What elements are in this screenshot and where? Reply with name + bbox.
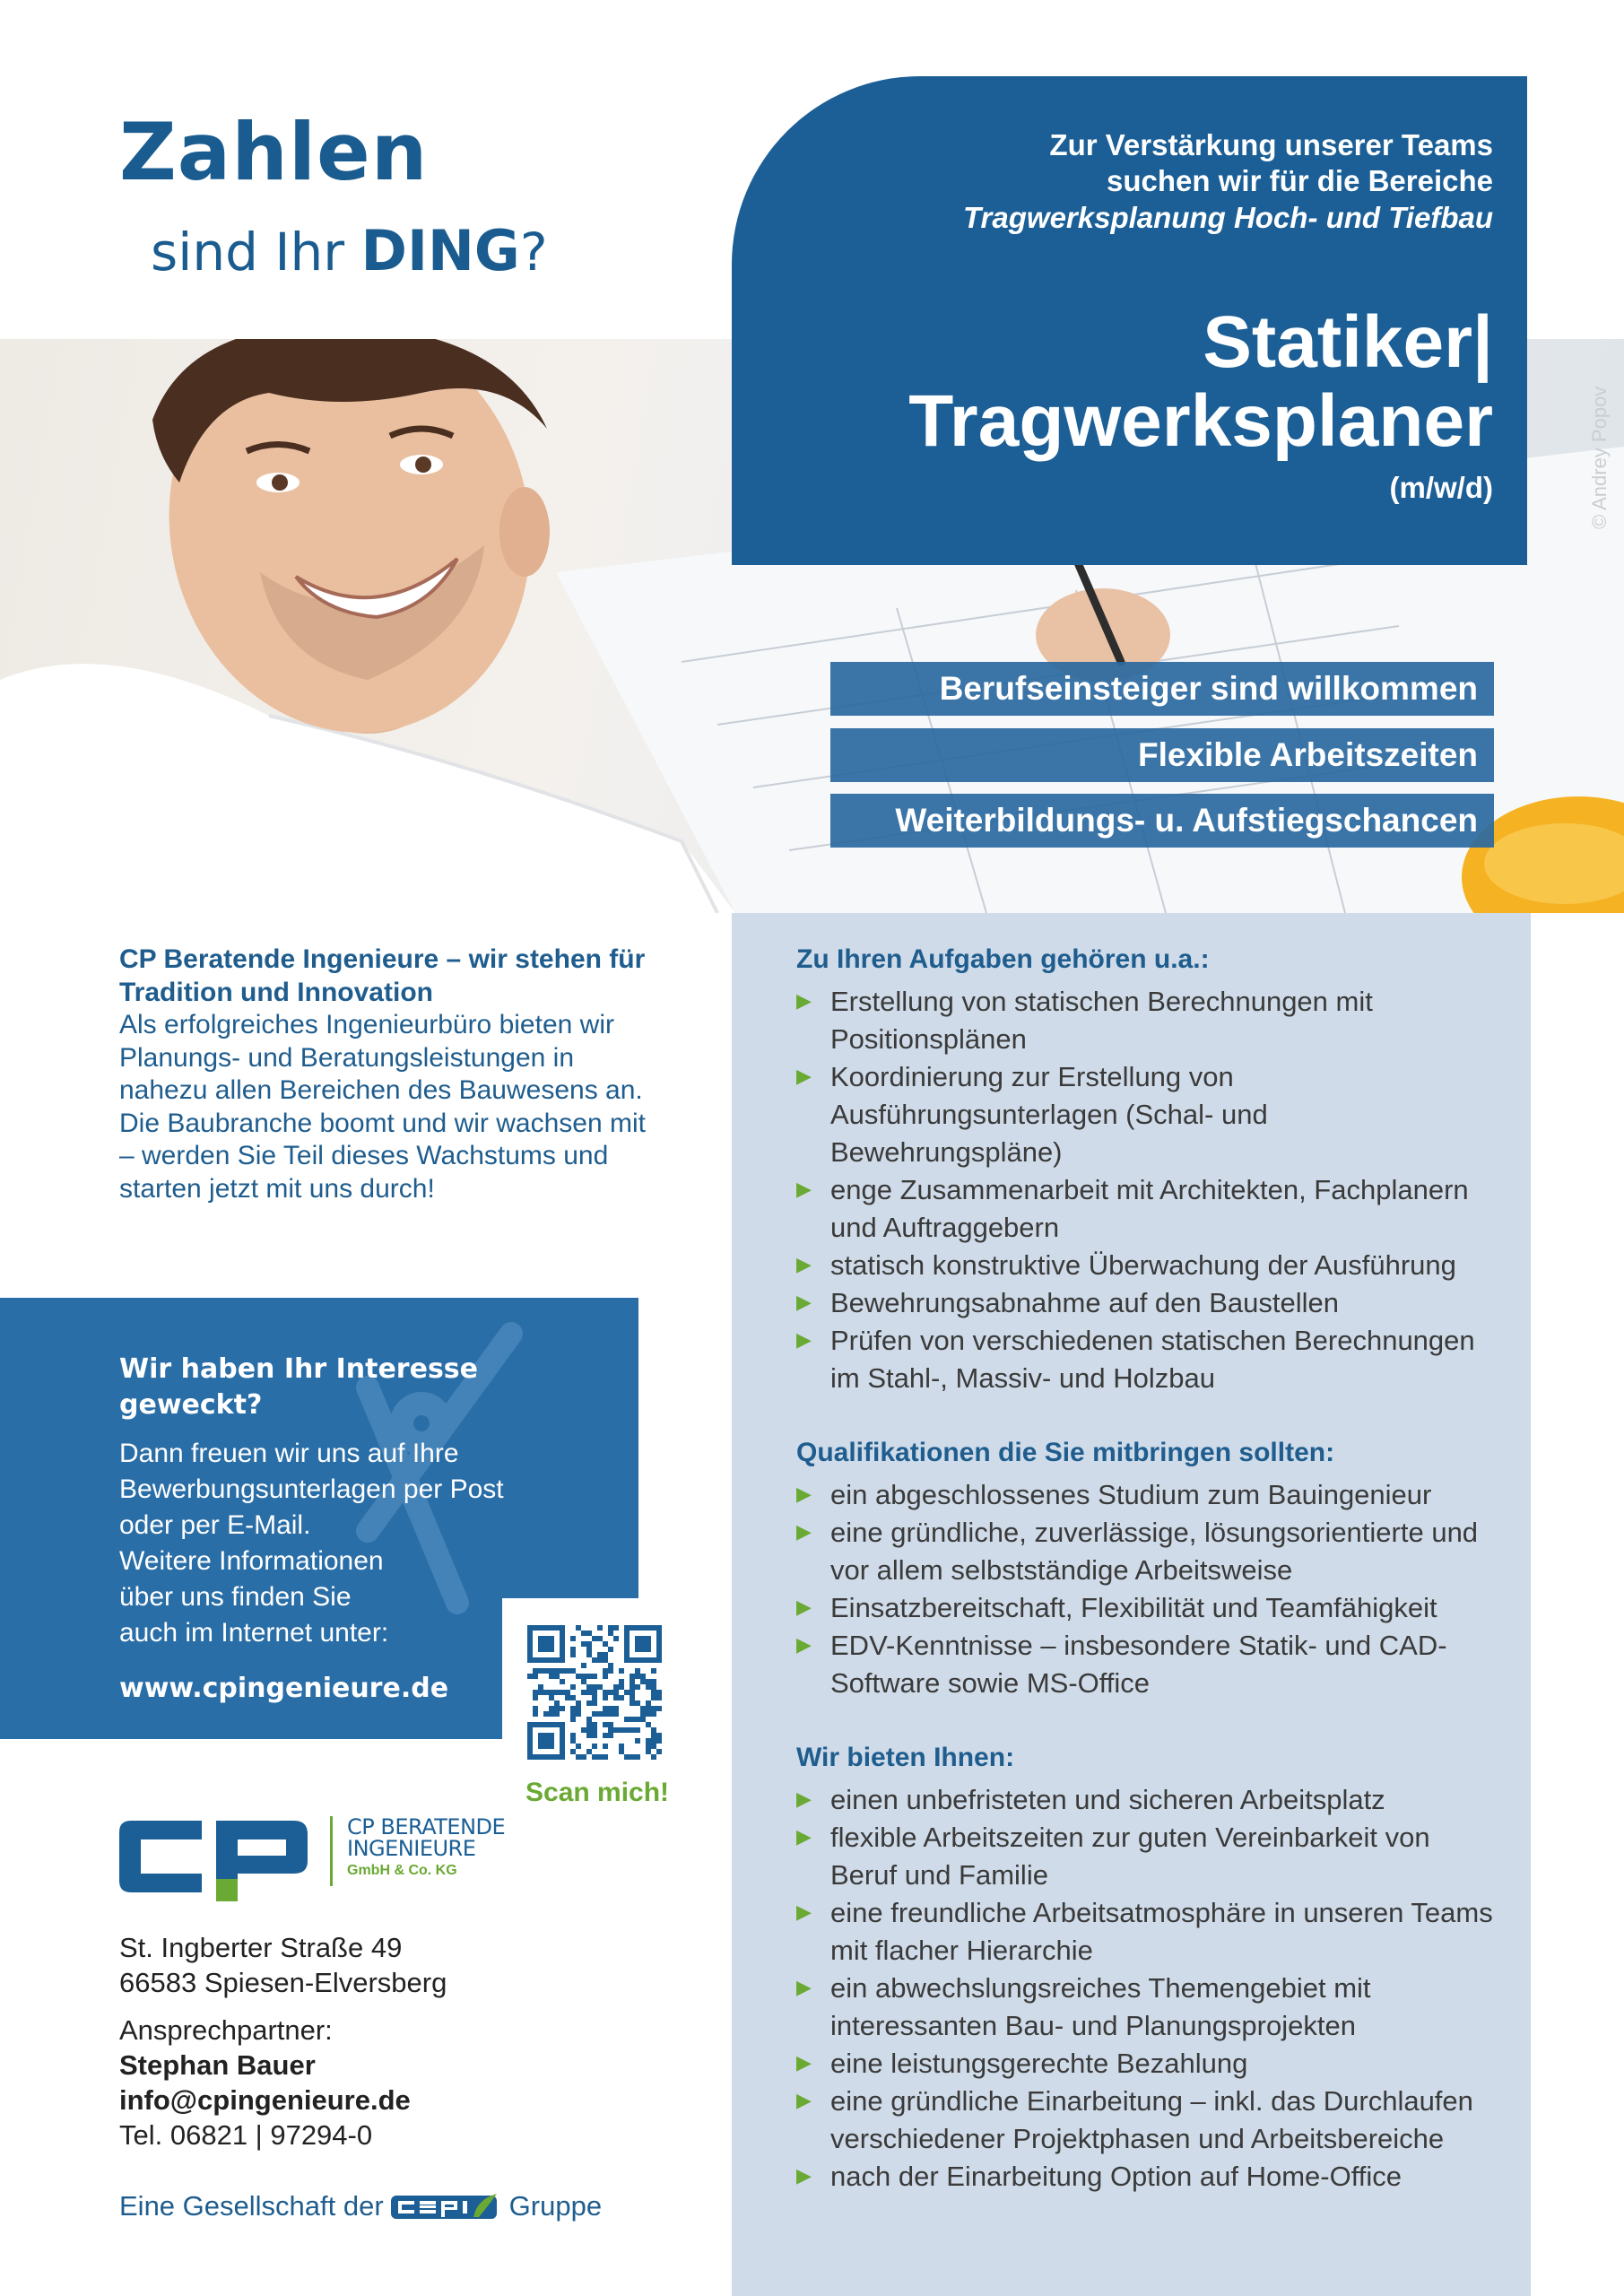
offer-title: Wir bieten Ihnen: (796, 1743, 1015, 1772)
contact-phone[interactable]: Tel. 06821 | 97294-0 (119, 2119, 373, 2151)
list-item: ▶ Prüfen von verschiedenen statischen Berechnungen im Stahl-, Massiv- und Holzbau (796, 1322, 1495, 1397)
list-item: ▶ Bewehrungsabnahme auf den Baustellen (796, 1284, 1495, 1322)
headline-zahlen: Zahlen (119, 106, 429, 198)
offer-section (796, 1740, 1495, 2196)
company-intro-title: CP Beratende Ingenieure – wir stehen für Tradition und Innovation (119, 944, 646, 1007)
application-body-2: Weitere Informationen über uns finden Sie auch im Internet unter: (119, 1546, 389, 1648)
qualifications-section (796, 1435, 1495, 1702)
contact-label: Ansprechpartner: (119, 2014, 333, 2046)
list-item: ▶ eine gründliche Einarbeitung – inkl. das Durchlaufen verschiedener Projektphasen und Arbeitsbereiche (796, 2083, 1495, 2158)
list-item: ▶ EDV-Kenntnisse – insbesondere Statik- und CAD-Software sowie MS-Office (796, 1627, 1495, 1702)
application-body-1: Dann freuen wir uns auf Ihre Bewerbungsunterlagen per Post oder per E-Mail. (119, 1439, 504, 1540)
benefit-bar-career-chances: Weiterbildungs- u. Aufstiegschancen (830, 794, 1494, 848)
contact-name: Stephan Bauer (119, 2049, 316, 2081)
list-item: ▶ ein abgeschlossenes Studium zum Bauingenieur (796, 1476, 1495, 1514)
address-city: 66583 Spiesen-Elversberg (119, 1967, 447, 1998)
list-item: ▶ flexible Arbeitszeiten zur guten Vereinbarkeit von Beruf und Familie (796, 1819, 1495, 1894)
list-item: ▶ einen unbefristeten und sicheren Arbeitsplatz (796, 1781, 1495, 1819)
job-details-column (732, 913, 1531, 2296)
job-title-panel (732, 76, 1527, 565)
logo-line-2: INGENIEURE (347, 1836, 476, 1861)
cp-logo-icon (119, 1816, 318, 1901)
list-item: ▶ Einsatzbereitschaft, Flexibilität und Teamfähigkeit (796, 1589, 1495, 1627)
cepi-logo-icon (391, 2190, 502, 2222)
list-item: ▶ enge Zusammenarbeit mit Architekten, Fachplanern und Auftraggebern (796, 1171, 1495, 1247)
group-suffix: Gruppe (508, 2190, 603, 2222)
contact-block (119, 2013, 411, 2152)
group-affiliation (119, 2188, 602, 2224)
job-title-statiker: Statiker| (1203, 301, 1493, 383)
group-prefix: Eine Gesellschaft der (119, 2190, 384, 2222)
list-item: ▶ nach der Einarbeitung Option auf Home-Office (796, 2158, 1495, 2196)
list-item: ▶ eine freundliche Arbeitsatmosphäre in unseren Teams mit flacher Hierarchie (796, 1894, 1495, 1970)
qualifications-title: Qualifikationen die Sie mitbringen sollten: (796, 1438, 1335, 1467)
company-intro-body: Als erfolgreiches Ingenieurbüro bieten wir Planungs- und Beratungsleistungen in nahezu allen Bereichen des Bauwesens an. Die Baubranche boomt und wir wachsen mit – werden Sie Teil dieses Wachstums und starten jetzt mit uns durch! (119, 1010, 646, 1204)
tasks-title: Zu Ihren Aufgaben gehören u.a.: (796, 944, 1210, 974)
list-item: ▶ statisch konstruktive Überwachung der Ausführung (796, 1247, 1495, 1284)
address-street: St. Ingberter Straße 49 (119, 1932, 403, 1963)
logo-line-1: CP BERATENDE (347, 1814, 506, 1839)
logo-line-3: GmbH & Co. KG (347, 1863, 457, 1878)
benefit-bar-entry-level: Berufseinsteiger sind willkommen (830, 662, 1494, 716)
qualifications-list (796, 1476, 1495, 1702)
qr-scan-label: Scan mich! (525, 1778, 670, 1807)
application-title: Wir haben Ihr Interesse geweckt? (119, 1353, 479, 1421)
list-item: ▶ Koordinierung zur Erstellung von Ausführungsunterlagen (Schal- und Bewehrungspläne) (796, 1058, 1495, 1171)
photo-credit: © Andrey Popov (1588, 386, 1611, 529)
team-intro-line-3: Tragwerksplanung Hoch- und Tiefbau (962, 201, 1493, 234)
list-item: ▶ ein abwechslungsreiches Themengebiet mit interessanten Bau- und Planungsprojekten (796, 1970, 1495, 2045)
offer-list (796, 1781, 1495, 2196)
company-intro (119, 944, 657, 1205)
team-intro-line-2: suchen wir für die Bereiche (1107, 164, 1493, 197)
job-title-tragwerksplaner: Tragwerksplaner (908, 380, 1493, 462)
headline (119, 106, 548, 283)
qr-code-icon (527, 1625, 662, 1760)
gender-note: (m/w/d) (1389, 471, 1493, 504)
website-link[interactable]: www.cpingenieure.de (119, 1673, 449, 1704)
headline-sind-ihr-ding: sind Ihr DING? (151, 218, 548, 283)
contact-email[interactable]: info@cpingenieure.de (119, 2084, 411, 2116)
team-intro-line-1: Zur Verstärkung unserer Teams (1049, 128, 1493, 161)
list-item: ▶ Erstellung von statischen Berechnungen mit Positionsplänen (796, 983, 1495, 1058)
list-item: ▶ eine gründliche, zuverlässige, lösungsorientierte und vor allem selbstständige Arbeitsweise (796, 1514, 1495, 1589)
list-item: ▶ eine leistungsgerechte Bezahlung (796, 2045, 1495, 2083)
tasks-section (796, 942, 1495, 1397)
benefit-bar-flexible-hours: Flexible Arbeitszeiten (830, 728, 1494, 782)
tasks-list (796, 983, 1495, 1397)
headline-ding: DING (360, 218, 520, 283)
address-block (119, 1930, 447, 2000)
cp-logo-wordmark (330, 1816, 505, 1886)
